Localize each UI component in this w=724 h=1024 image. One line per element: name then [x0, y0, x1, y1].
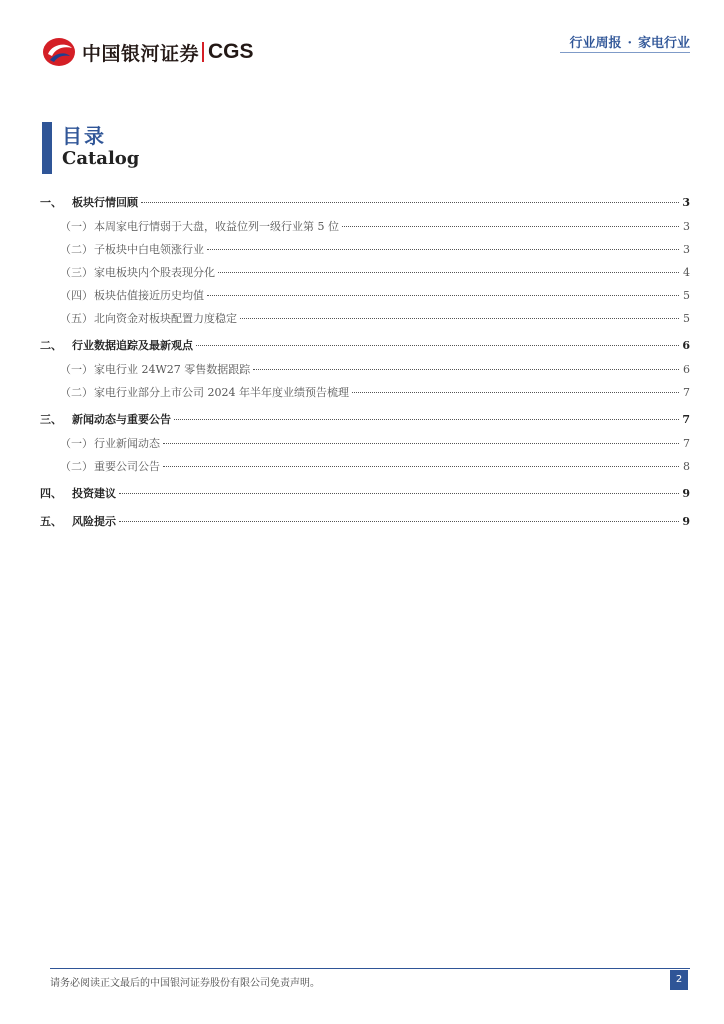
toc-entry[interactable]: [40, 264, 690, 287]
toc-dot-leader: [240, 318, 679, 319]
footer-disclaimer: 请务必阅读正文最后的中国银河证券股份有限公司免责声明。: [50, 978, 320, 989]
header-rule: [560, 52, 690, 53]
separator-dot: ·: [627, 36, 632, 51]
toc-entry-number: 五、: [40, 515, 62, 528]
cgs-logo-icon: [42, 36, 76, 68]
toc-entry-number: （五）: [60, 312, 93, 325]
toc-dot-leader: [207, 249, 679, 250]
toc-entry-title: 本周家电行情弱于大盘，收益位列一级行业第 5 位: [94, 220, 339, 233]
toc-entry-title: 北向资金对板块配置力度稳定: [94, 312, 237, 325]
toc-dot-leader: [141, 202, 679, 203]
toc-entry[interactable]: [40, 458, 690, 481]
toc-entry[interactable]: [40, 361, 690, 384]
toc-entry-number: 一、: [40, 196, 62, 209]
toc-entry-title: 投资建议: [72, 487, 116, 500]
logo-separator: [202, 42, 204, 62]
toc-dot-leader: [207, 295, 679, 296]
toc-entry-number: （二）: [60, 386, 93, 399]
toc-entry[interactable]: [40, 411, 690, 435]
toc-entry-page: 6: [683, 363, 690, 376]
toc-entry-number: （二）: [60, 243, 93, 256]
toc-entry-page: 7: [683, 386, 690, 399]
toc-entry[interactable]: [40, 287, 690, 310]
toc-entry-title: 家电行业 24W27 零售数据跟踪: [94, 363, 251, 376]
toc-entry[interactable]: [40, 218, 690, 241]
toc-entry-number: 二、: [40, 339, 62, 352]
toc-entry-number: （一）: [60, 363, 93, 376]
toc-entry-page: 5: [683, 289, 690, 302]
toc-entry-page: 6: [682, 339, 690, 352]
title-accent-bar: [42, 122, 52, 174]
toc-entry-title: 板块行情回顾: [72, 196, 138, 209]
table-of-contents: [40, 190, 690, 537]
logo-english-name: CGS: [208, 40, 254, 63]
toc-entry[interactable]: [40, 384, 690, 407]
toc-entry-number: 三、: [40, 413, 62, 426]
toc-entry-number: （三）: [60, 266, 93, 279]
toc-entry-title: 家电行业部分上市公司 2024 年半年度业绩预告梳理: [94, 386, 349, 399]
toc-entry-page: 7: [683, 437, 690, 450]
toc-entry[interactable]: [40, 310, 690, 333]
toc-entry-title: 子板块中白电领涨行业: [94, 243, 204, 256]
toc-dot-leader: [163, 466, 679, 467]
toc-dot-leader: [342, 226, 679, 227]
logo-chinese-name: 中国银河证券: [82, 42, 200, 65]
toc-entry-page: 5: [683, 312, 690, 325]
catalog-title-en: Catalog: [62, 148, 140, 169]
company-logo: [42, 36, 254, 68]
toc-entry-title: 行业新闻动态: [94, 437, 160, 450]
toc-dot-leader: [174, 419, 679, 420]
footer-rule: [50, 968, 690, 969]
catalog-title-cn: 目录: [62, 124, 106, 148]
toc-entry-title: 板块估值接近历史均值: [94, 289, 204, 302]
toc-entry[interactable]: [40, 513, 690, 537]
toc-entry-title: 行业数据追踪及最新观点: [72, 339, 193, 352]
toc-entry-title: 家电板块内个股表现分化: [94, 266, 215, 279]
toc-entry-page: 9: [682, 515, 690, 528]
report-type: 行业周报: [569, 36, 622, 51]
report-category: [569, 32, 690, 51]
toc-entry[interactable]: [40, 435, 690, 458]
toc-dot-leader: [253, 369, 679, 370]
toc-entry-page: 8: [683, 460, 690, 473]
toc-entry-number: 四、: [40, 487, 62, 500]
toc-dot-leader: [196, 345, 679, 346]
toc-entry[interactable]: [40, 485, 690, 509]
toc-entry-page: 3: [683, 220, 690, 233]
industry-name: 家电行业: [637, 36, 690, 51]
toc-dot-leader: [119, 493, 679, 494]
toc-entry-number: （一）: [60, 437, 93, 450]
toc-dot-leader: [119, 521, 679, 522]
toc-entry[interactable]: [40, 194, 690, 218]
toc-dot-leader: [163, 443, 679, 444]
toc-entry-number: （四）: [60, 289, 93, 302]
toc-entry[interactable]: [40, 241, 690, 264]
page-number: 2: [670, 970, 688, 990]
toc-entry[interactable]: [40, 337, 690, 361]
toc-entry-page: 3: [682, 196, 690, 209]
toc-entry-page: 9: [682, 487, 690, 500]
toc-entry-page: 7: [682, 413, 690, 426]
toc-entry-title: 新闻动态与重要公告: [72, 413, 171, 426]
toc-entry-title: 风险提示: [72, 515, 116, 528]
toc-entry-number: （二）: [60, 460, 93, 473]
toc-entry-page: 3: [683, 243, 690, 256]
toc-dot-leader: [352, 392, 679, 393]
toc-entry-number: （一）: [60, 220, 93, 233]
toc-entry-title: 重要公司公告: [94, 460, 160, 473]
toc-entry-page: 4: [683, 266, 690, 279]
toc-dot-leader: [218, 272, 679, 273]
